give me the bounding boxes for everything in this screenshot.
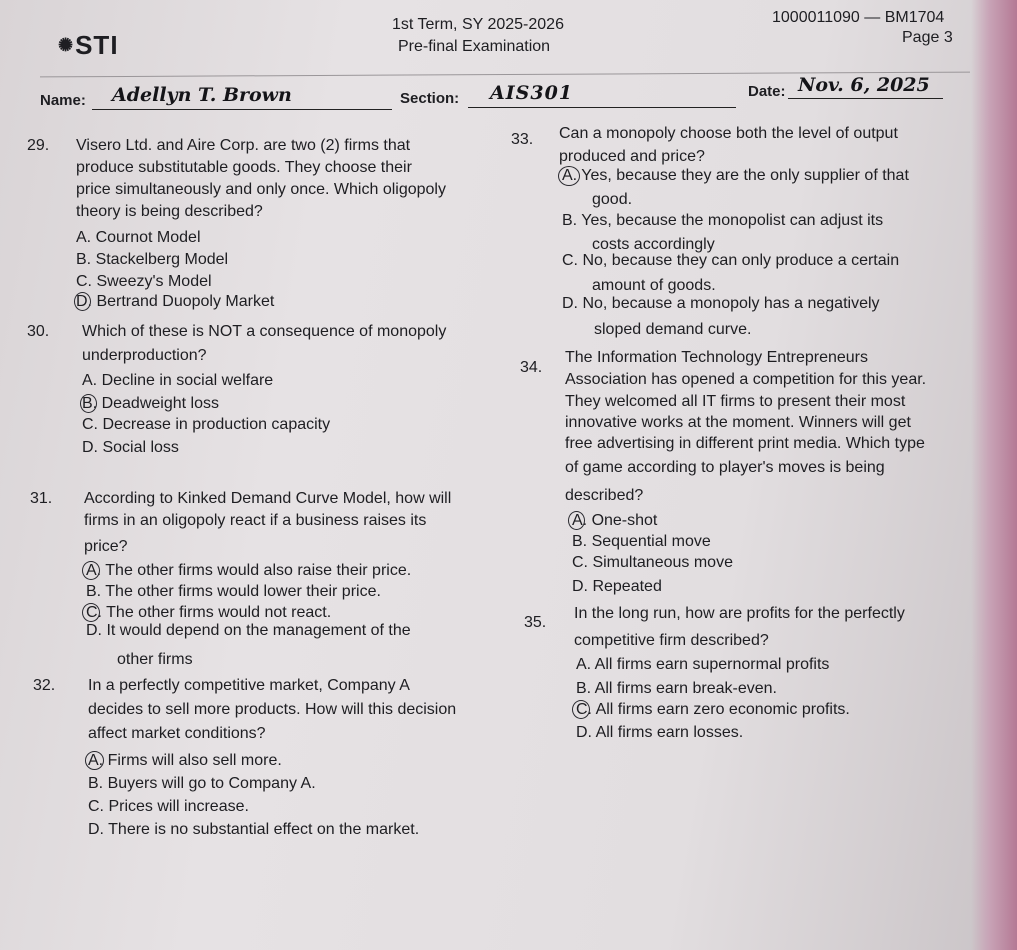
q33-number: 33. [511,131,534,148]
name-value[interactable]: Adellyn T. Brown [112,84,292,106]
q32-option-a[interactable]: A. Firms will also sell more. [88,752,282,769]
q31-option-b[interactable]: B. The other firms would lower their price. [86,583,381,600]
q34-option-d[interactable]: D. Repeated [572,578,662,595]
q35-option-d[interactable]: D. All firms earn losses. [576,724,744,741]
q33-option-a[interactable]: A. Yes, because they are the only supplier of that [562,167,909,184]
q34-option-c[interactable]: C. Simultaneous move [572,554,733,571]
photo-background-edge [971,0,1017,950]
q34-number: 34. [520,359,543,376]
q30-option-a[interactable]: A. Decline in social welfare [82,372,274,389]
q35-line1: In the long run, how are profits for the perfectly [574,605,905,622]
q30-line2: underproduction? [82,347,207,364]
q34-line1: The Information Technology Entrepreneurs [565,349,868,366]
q35-line2: competitive firm described? [574,632,769,649]
q35-option-b[interactable]: B. All firms earn break-even. [576,680,777,697]
exam-title: Pre-final Examination [398,38,551,55]
q31-number: 31. [30,490,53,507]
sti-logo: ✺STI [58,30,119,60]
q34-line3: They welcomed all IT firms to present their most [565,393,906,410]
q34-answer-circle [568,511,585,530]
q35-option-a[interactable]: A. All firms earn supernormal profits [576,656,830,673]
q33-option-c[interactable]: C. No, because they can only produce a certain [562,252,900,269]
q29-option-d[interactable]: D. Bertrand Duopoly Market [76,293,275,310]
q32-option-c[interactable]: C. Prices will increase. [88,798,249,815]
q33-option-b-cont: costs accordingly [592,236,715,253]
q29-line4: theory is being described? [76,203,263,220]
q30-answer-circle [80,394,97,413]
q33-option-c-cont: amount of goods. [592,277,716,294]
q31-option-a[interactable]: A. The other firms would also raise their price. [86,562,412,579]
q34-line2: Association has opened a competition for this year. [565,371,927,388]
term-text: 1st Term, SY 2025-2026 [392,16,564,33]
name-label: Name: [40,92,86,109]
q34-line4: innovative works at the moment. Winners will get [565,414,911,431]
q29-answer-circle [74,292,91,311]
q33-answer-circle [558,166,580,186]
section-line [468,107,736,108]
q34-option-b[interactable]: B. Sequential move [572,533,711,550]
q29-option-b[interactable]: B. Stackelberg Model [76,251,229,268]
q33-line1: Can a monopoly choose both the level of output [559,125,898,142]
q32-line2: decides to sell more products. How will this decision [88,701,457,718]
name-line [92,109,392,110]
q34-line5: free advertising in different print media. Which type [565,435,925,452]
q33-option-d-cont: sloped demand curve. [594,321,752,338]
section-label: Section: [400,90,460,107]
date-value[interactable]: Nov. 6, 2025 [798,74,930,96]
q31-option-c[interactable]: C. The other firms would not react. [86,604,332,621]
q31-line1: According to Kinked Demand Curve Model, how will [84,490,452,507]
q29-option-a[interactable]: A. Cournot Model [76,229,201,246]
q33-option-d[interactable]: D. No, because a monopoly has a negatively [562,295,880,312]
course-code: 1000011090 — BM1704 [772,9,945,26]
q29-line1: Visero Ltd. and Aire Corp. are two (2) firms that [76,137,411,154]
q29-line2: produce substitutable goods. They choose their [76,159,412,176]
q33-option-b[interactable]: B. Yes, because the monopolist can adjust its [562,212,884,229]
q32-option-b[interactable]: B. Buyers will go to Company A. [88,775,316,792]
q30-option-c[interactable]: C. Decrease in production capacity [82,416,331,433]
q31-answer-circle-c [82,603,100,622]
q29-number: 29. [27,137,50,154]
q31-answer-circle-a [82,561,100,580]
q35-number: 35. [524,614,547,631]
section-value[interactable]: AIS301 [490,82,574,104]
q30-line1: Which of these is NOT a consequence of monopoly [82,323,447,340]
q34-line6: of game according to player's moves is being [565,459,885,476]
q32-option-d[interactable]: D. There is no substantial effect on the market. [88,821,420,838]
q29-line3: price simultaneously and only once. Which oligopoly [76,181,446,198]
page-number: Page 3 [902,29,953,46]
q33-line2: produced and price? [559,148,705,165]
q32-number: 32. [33,677,56,694]
q30-option-b[interactable]: B. Deadweight loss [82,395,219,412]
q31-option-d-cont: other firms [117,651,193,668]
q33-option-a-cont: good. [592,191,633,208]
q31-option-d[interactable]: D. It would depend on the management of the [86,622,411,639]
q32-answer-circle [85,751,104,770]
q32-line3: affect market conditions? [88,725,266,742]
q31-line2: firms in an oligopoly react if a business raises its [84,512,427,529]
q30-option-d[interactable]: D. Social loss [82,439,179,456]
q35-answer-circle [572,700,590,719]
q34-option-a[interactable]: A. One-shot [572,512,658,529]
q35-option-c[interactable]: C. All firms earn zero economic profits. [576,701,850,718]
q31-line3: price? [84,538,128,555]
q34-line7: described? [565,487,644,504]
q32-line1: In a perfectly competitive market, Company A [88,677,410,694]
date-label: Date: [748,83,786,100]
q29-option-c[interactable]: C. Sweezy's Model [76,273,212,290]
q30-number: 30. [27,323,50,340]
date-line [788,98,943,99]
